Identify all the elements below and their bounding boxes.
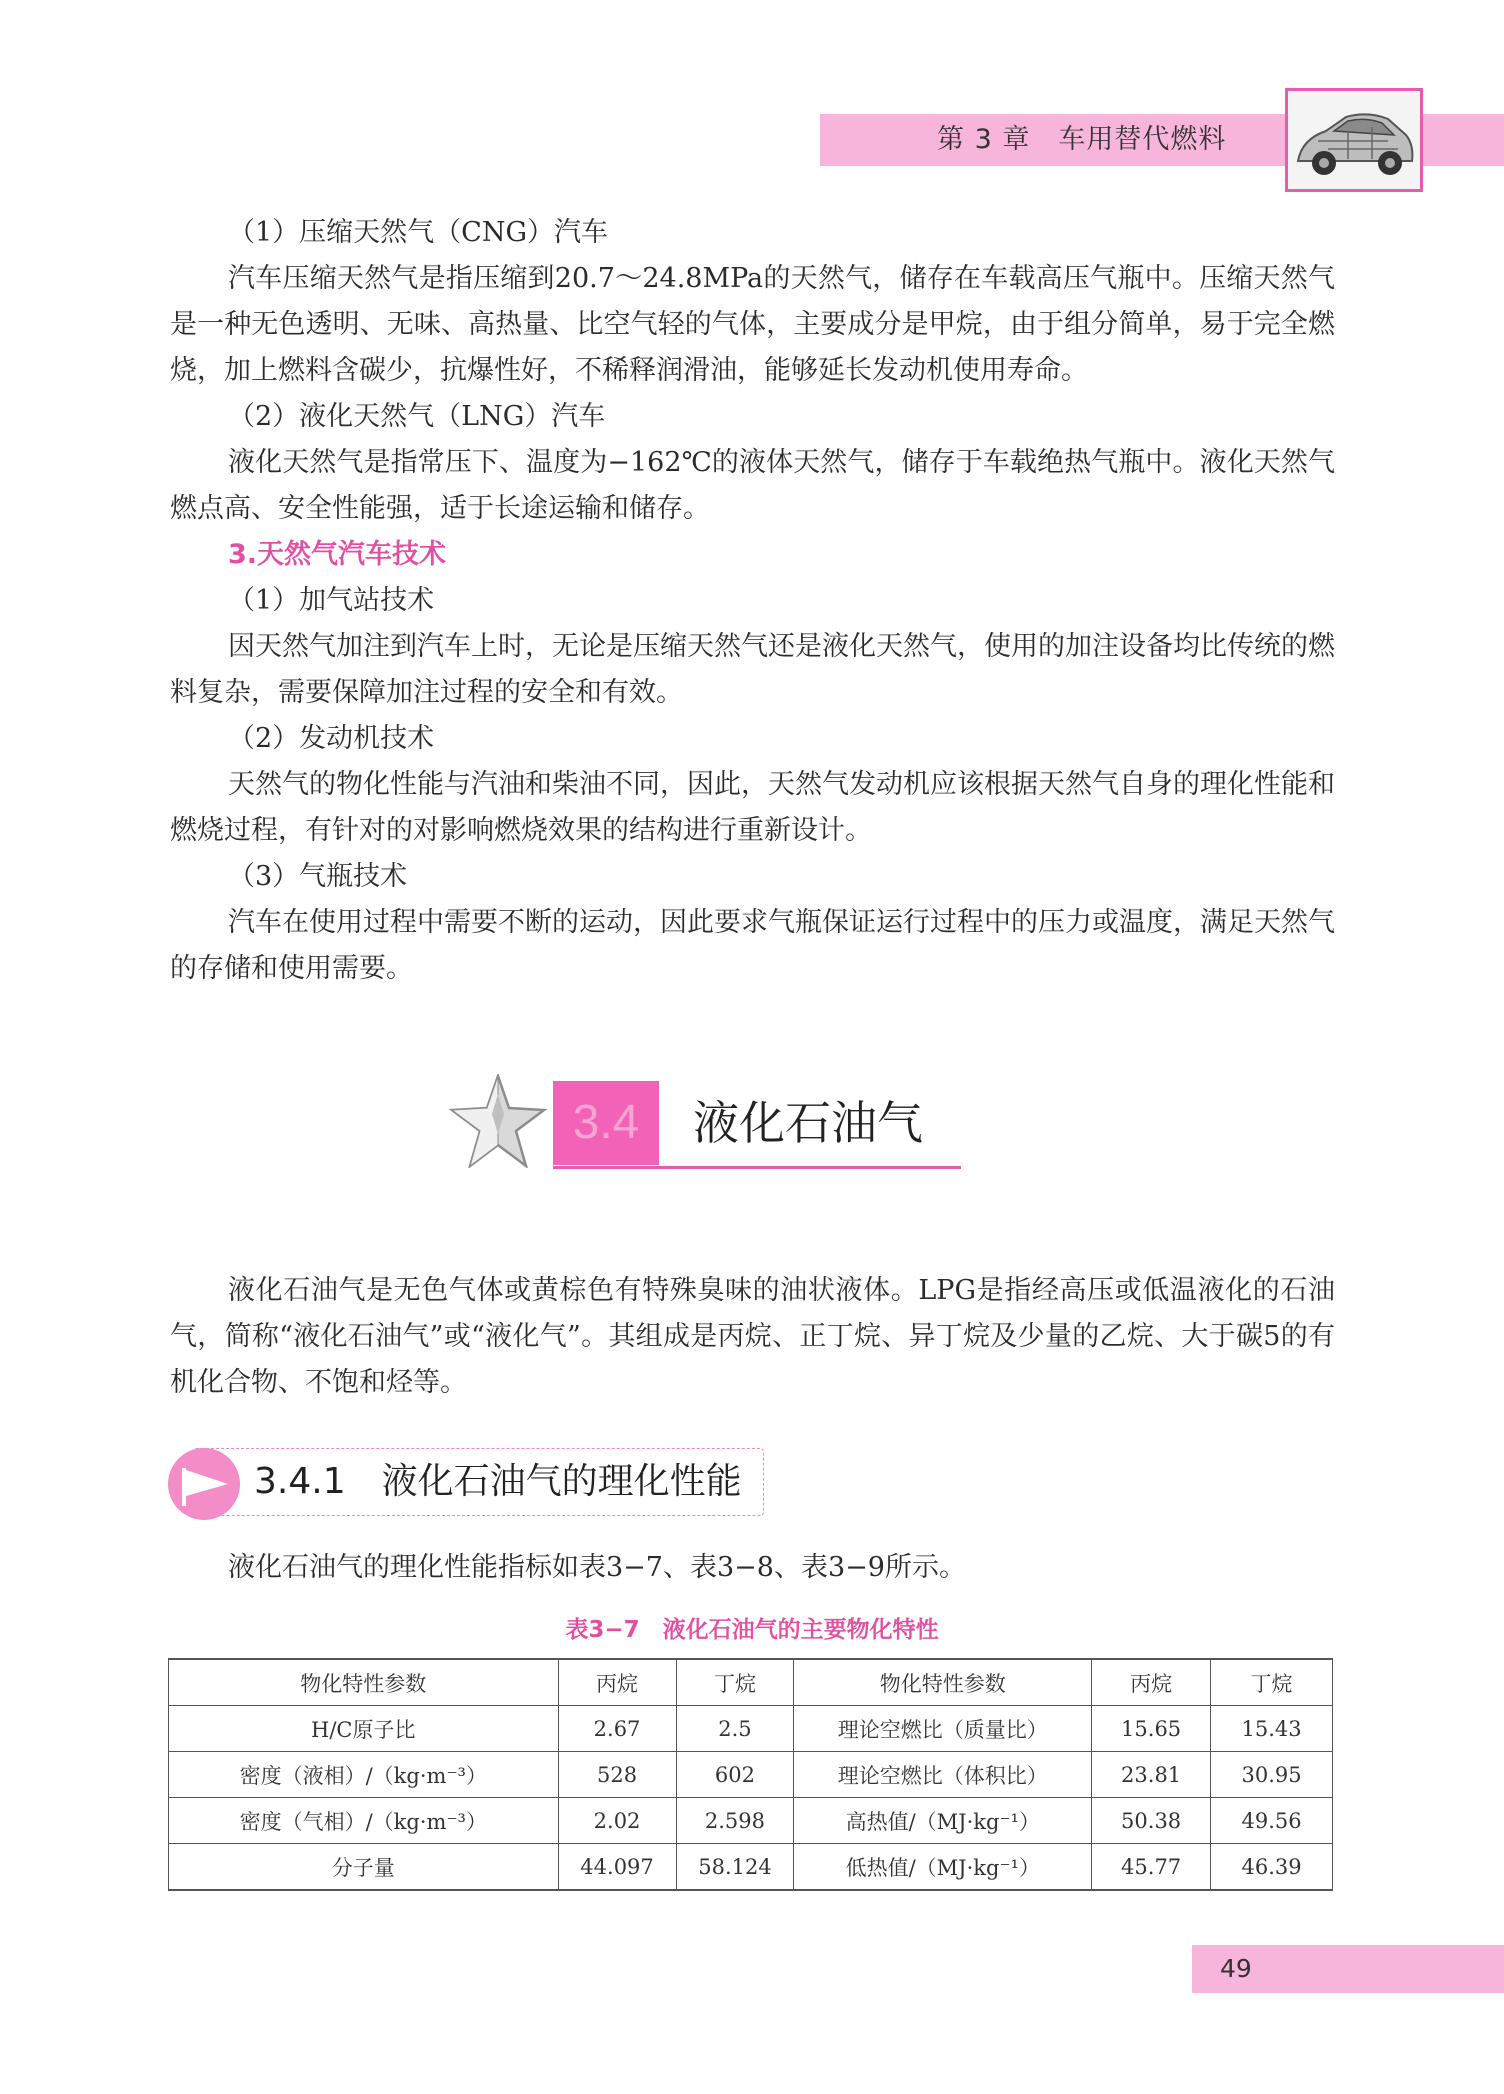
- section-underline: [553, 1166, 961, 1169]
- header-cell: 丙烷: [1092, 1659, 1211, 1706]
- cng-paragraph: 汽车压缩天然气是指压缩到20.7～24.8MPa的天然气，储存在车载高压气瓶中。压缩天然气是一种无色透明、无味、高热量、比空气轻的气体，主要成分是甲烷，由于组分简单，易于完全燃烧，加上燃料含碳少，抗爆性好，不稀释润滑油，能够延长发动机使用寿命。: [170, 263, 1335, 386]
- section-natural-gas: [170, 210, 1335, 992]
- table-cell: 2.02: [558, 1798, 676, 1844]
- table-cell: 44.097: [558, 1844, 676, 1891]
- section-title: 液化石油气: [693, 1096, 923, 1150]
- table-cell: 15.65: [1092, 1706, 1211, 1752]
- station-paragraph: 因天然气加注到汽车上时，无论是压缩天然气还是液化天然气，使用的加注设备均比传统的燃料复杂，需要保障加注过程的安全和有效。: [170, 631, 1335, 708]
- table-cell: 分子量: [169, 1844, 559, 1891]
- station-title: （1）加气站技术: [228, 585, 435, 616]
- table-cell: 50.38: [1092, 1798, 1211, 1844]
- table-cell: 高热值/（MJ·kg⁻¹）: [794, 1798, 1092, 1844]
- table-reference: 液化石油气的理化性能指标如表3−7、表3−8、表3−9所示。: [228, 1552, 966, 1583]
- header-cell: 丁烷: [1211, 1659, 1333, 1706]
- cylinder-title: （3）气瓶技术: [228, 861, 408, 892]
- table-cell: 46.39: [1211, 1844, 1333, 1891]
- tech-heading: 3.天然气汽车技术: [228, 539, 447, 570]
- car-icon: [1288, 91, 1420, 189]
- cylinder-paragraph: 汽车在使用过程中需要不断的运动，因此要求气瓶保证运行过程中的压力或温度，满足天然气的存储和使用需要。: [170, 907, 1335, 984]
- table-cell: 15.43: [1211, 1706, 1333, 1752]
- lng-title: （2）液化天然气（LNG）汽车: [228, 401, 606, 432]
- table-caption: 表3−7 液化石油气的主要物化特性: [565, 1617, 939, 1643]
- table-cell: 理论空燃比（体积比）: [794, 1752, 1092, 1798]
- header-cell: 丁烷: [676, 1659, 794, 1706]
- lpg-intro-paragraph: 液化石油气是无色气体或黄棕色有特殊臭味的油状液体。LPG是指经高压或低温液化的石油气，简称“液化石油气”或“液化气”。其组成是丙烷、正丁烷、异丁烷及少量的乙烷、大于碳5的有机化合物、不饱和烃等。: [170, 1275, 1335, 1398]
- table-row: [169, 1798, 1333, 1844]
- table-cell: 2.5: [676, 1706, 794, 1752]
- car-cutaway-image: [1285, 88, 1423, 192]
- table-cell: 528: [558, 1752, 676, 1798]
- engine-paragraph: 天然气的物化性能与汽油和柴油不同，因此，天然气发动机应该根据天然气自身的理化性能和燃烧过程，有针对的对影响燃烧效果的结构进行重新设计。: [170, 769, 1335, 846]
- table-cell: 23.81: [1092, 1752, 1211, 1798]
- table-cell: 低热值/（MJ·kg⁻¹）: [794, 1844, 1092, 1891]
- cng-title: （1）压缩天然气（CNG）汽车: [228, 217, 609, 248]
- table-cell: H/C原子比: [169, 1706, 559, 1752]
- table-row: [169, 1706, 1333, 1752]
- table-header-row: [169, 1659, 1333, 1706]
- chapter-title: 第 3 章 车用替代燃料: [937, 124, 1227, 155]
- table-cell: 2.67: [558, 1706, 676, 1752]
- table-cell: 45.77: [1092, 1844, 1211, 1891]
- table-cell: 密度（气相）/（kg·m⁻³）: [169, 1798, 559, 1844]
- page-number: 49: [1220, 1954, 1252, 1983]
- table-cell: 49.56: [1211, 1798, 1333, 1844]
- subsection-title: 3.4.1 液化石油气的理化性能: [254, 1461, 742, 1502]
- header-cell: 丙烷: [558, 1659, 676, 1706]
- table-cell: 密度（液相）/（kg·m⁻³）: [169, 1752, 559, 1798]
- header-cell: 物化特性参数: [794, 1659, 1092, 1706]
- table-row: [169, 1752, 1333, 1798]
- header-cell: 物化特性参数: [169, 1659, 559, 1706]
- table-cell: 58.124: [676, 1844, 794, 1891]
- properties-table: [168, 1658, 1333, 1891]
- table-row: [169, 1844, 1333, 1891]
- engine-title: （2）发动机技术: [228, 723, 435, 754]
- subsection-badge: [168, 1448, 240, 1520]
- lng-paragraph: 液化天然气是指常压下、温度为−162℃的液体天然气，储存于车载绝热气瓶中。液化天然气燃点高、安全性能强，适于长途运输和储存。: [170, 447, 1335, 524]
- table-cell: 602: [676, 1752, 794, 1798]
- star-icon: [448, 1074, 548, 1168]
- subsection-body: [170, 1545, 1335, 1591]
- section-number-box: 3.4: [553, 1081, 659, 1165]
- table-cell: 30.95: [1211, 1752, 1333, 1798]
- table-cell: 理论空燃比（质量比）: [794, 1706, 1092, 1752]
- table-cell: 2.598: [676, 1798, 794, 1844]
- flag-icon: [168, 1448, 240, 1520]
- lpg-intro: [170, 1268, 1335, 1406]
